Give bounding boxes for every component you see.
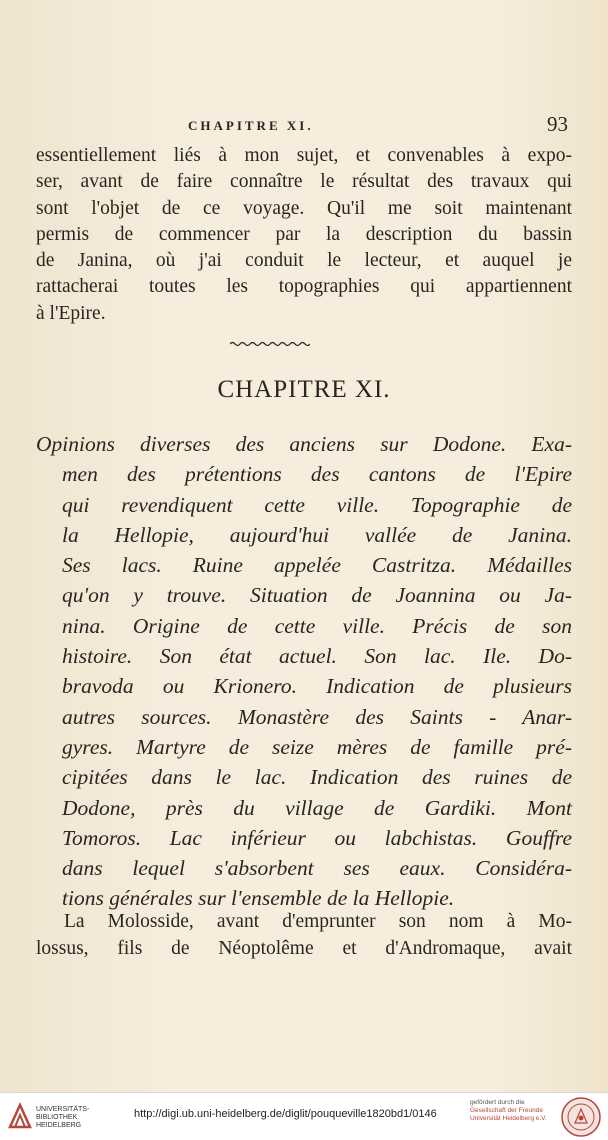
library-name-line: HEIDELBERG	[36, 1122, 82, 1129]
funder-label: gefördert durch die	[470, 1099, 525, 1106]
text-line: ser, avant de faire connaître le résultat des travaux qui	[36, 171, 572, 193]
text-line: rattacherai toutes les topographies qui appartiennent	[36, 276, 572, 298]
permalink-url[interactable]: http://digi.ub.uni-heidelberg.de/diglit/pouqueville1820bd1/0146	[134, 1108, 437, 1120]
summary-line: qu'on y trouve. Situation de Joannina ou Ja-	[62, 583, 572, 608]
summary-line: Tomoros. Lac inférieur ou labchistas. Gouffre	[62, 825, 572, 850]
summary-line: Dodone, près du village de Gardiki. Mont	[62, 795, 572, 820]
funder-credit	[470, 1099, 547, 1123]
text-line: lossus, fils de Néoptolême et d'Andromaque, avait	[36, 938, 572, 959]
page-number: 93	[547, 112, 568, 136]
text-line: sont l'objet de ce voyage. Qu'il me soit maintenant	[36, 197, 572, 219]
summary-line: dans lequel s'absorbent ses eaux. Considéra-	[62, 856, 572, 881]
summary-line: histoire. Son état actuel. Son lac. Ile. Do-	[62, 644, 572, 669]
viewer-footer	[0, 1092, 608, 1140]
summary-line: nina. Origine de cette ville. Précis de son	[62, 613, 572, 638]
text-line: à l'Epire.	[36, 302, 106, 324]
text-line: essentiellement liés à mon sujet, et convenables à expo-	[36, 145, 572, 166]
text-line: permis de commencer par la description du bassin	[36, 223, 572, 245]
university-library-logo[interactable]	[6, 1101, 34, 1131]
library-name	[36, 1106, 89, 1130]
funder-name[interactable]: Universität Heidelberg e.V.	[470, 1115, 547, 1122]
running-head	[36, 112, 572, 142]
running-title: CHAPITRE XI.	[188, 118, 314, 133]
summary-line: gyres. Martyre de seize mères de famille pré-	[62, 734, 572, 759]
library-name-line: UNIVERSITÄTS-	[36, 1106, 90, 1113]
summary-line: la Hellopie, aujourd'hui vallée de Janina.	[62, 522, 572, 547]
summary-line: men des prétentions des cantons de l'Epire	[62, 462, 572, 487]
summary-line: Ses lacs. Ruine appelée Castritza. Médailles	[62, 553, 572, 578]
body-paragraph	[36, 908, 572, 962]
funder-name[interactable]: Gesellschaft der Freunde	[470, 1107, 543, 1114]
chapter-title: CHAPITRE XI.	[217, 376, 391, 403]
text-line: La Molosside, avant d'emprunter son nom à Mo-	[64, 911, 572, 932]
summary-line: bravoda ou Krionero. Indication de plusieurs	[62, 674, 572, 699]
chapter-summary	[36, 429, 572, 914]
summary-line: qui revendiquent cette ville. Topographie de	[62, 492, 572, 517]
summary-line: cipitées dans le lac. Indication des ruines de	[62, 765, 572, 790]
summary-line: Opinions diverses des anciens sur Dodone. Exa-	[36, 432, 572, 456]
summary-line: autres sources. Monastère des Saints - Anar-	[62, 704, 572, 729]
university-seal-icon	[560, 1096, 602, 1138]
intro-paragraph	[36, 143, 572, 327]
library-name-line: BIBLIOTHEK	[36, 1114, 78, 1121]
wavy-rule-ornament	[230, 340, 310, 348]
summary-line: tions générales sur l'ensemble de la Hellopie.	[62, 886, 455, 911]
text-line: de Janina, où j'ai conduit le lecteur, et auquel je	[36, 250, 572, 272]
